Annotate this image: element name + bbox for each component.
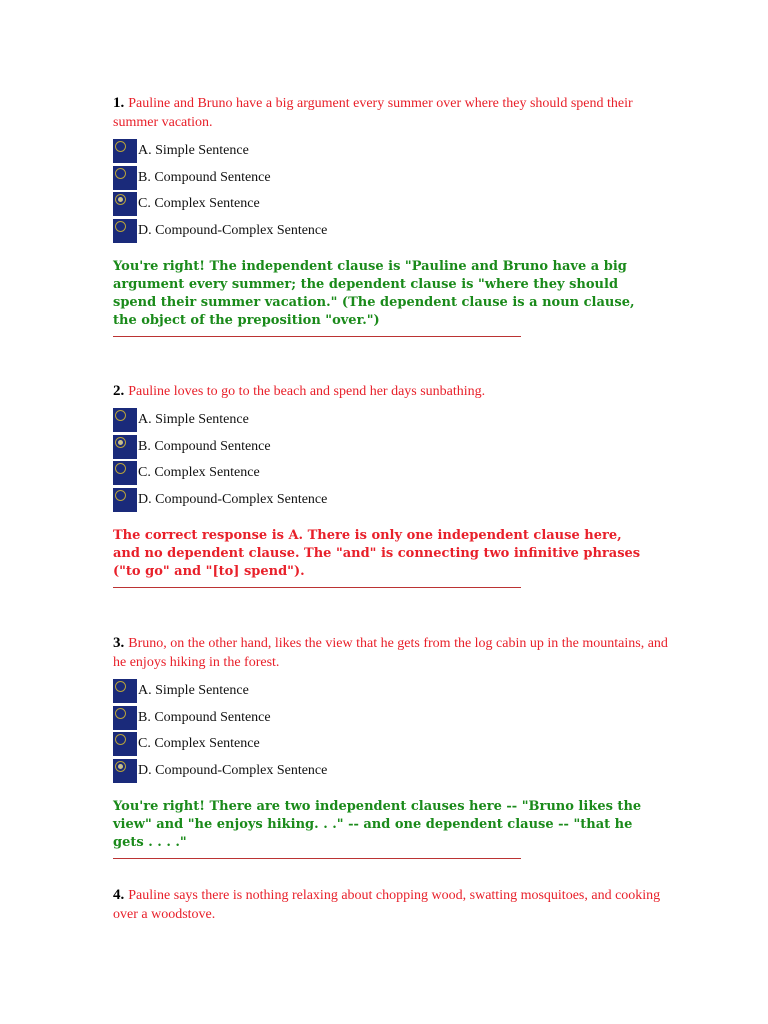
radio-button[interactable] bbox=[113, 461, 137, 485]
question-prompt: Pauline says there is nothing relaxing about chopping wood, swatting mosquitoes, and cooking over a woodstove. bbox=[113, 888, 661, 922]
question-1-text bbox=[113, 94, 673, 132]
question-2 bbox=[113, 382, 673, 588]
radio-button[interactable] bbox=[113, 408, 137, 432]
option-b[interactable] bbox=[113, 434, 673, 461]
radio-button[interactable] bbox=[113, 706, 137, 730]
radio-button-selected[interactable] bbox=[113, 435, 137, 459]
divider bbox=[113, 587, 521, 588]
option-label: B. Compound Sentence bbox=[138, 438, 271, 454]
question-number: 2. bbox=[113, 383, 125, 399]
question-1 bbox=[113, 94, 673, 337]
question-4 bbox=[113, 886, 673, 924]
feedback-correct: You're right! There are two independent clauses here -- "Bruno likes the view" and "he enjoys hiking. . ." -- and one dependent clause -- "that he gets . . . ." bbox=[113, 799, 642, 850]
question-number: 1. bbox=[113, 95, 125, 111]
option-label: D. Compound-Complex Sentence bbox=[138, 222, 328, 238]
radio-button[interactable] bbox=[113, 732, 137, 756]
question-number: 4. bbox=[113, 887, 125, 903]
option-label: B. Compound Sentence bbox=[138, 709, 271, 725]
radio-button[interactable] bbox=[113, 679, 137, 703]
radio-button[interactable] bbox=[113, 139, 137, 163]
option-b[interactable] bbox=[113, 705, 673, 732]
option-label: D. Compound-Complex Sentence bbox=[138, 491, 328, 507]
divider bbox=[113, 858, 521, 859]
answer-options bbox=[113, 138, 673, 244]
answer-options bbox=[113, 678, 673, 784]
option-d[interactable] bbox=[113, 758, 673, 785]
question-2-text bbox=[113, 382, 673, 401]
feedback-incorrect: The correct response is A. There is only one independent clause here, and no dependent clause. The "and" is connecting two infinitive phrases ("to go" and "[to] spend"). bbox=[113, 528, 641, 579]
radio-button-selected[interactable] bbox=[113, 759, 137, 783]
question-prompt: Pauline and Bruno have a big argument every summer over where they should spend their summer vacation. bbox=[113, 96, 633, 130]
option-c[interactable] bbox=[113, 191, 673, 218]
question-prompt: Bruno, on the other hand, likes the view that he gets from the log cabin up in the mountains, and he enjoys hiking in the forest. bbox=[113, 636, 668, 670]
option-d[interactable] bbox=[113, 218, 673, 245]
radio-button[interactable] bbox=[113, 219, 137, 243]
question-number: 3. bbox=[113, 635, 125, 651]
option-label: C. Complex Sentence bbox=[138, 196, 260, 212]
option-c[interactable] bbox=[113, 731, 673, 758]
divider bbox=[113, 336, 521, 337]
option-label: A. Simple Sentence bbox=[138, 412, 249, 428]
option-label: A. Simple Sentence bbox=[138, 683, 249, 699]
question-3-text bbox=[113, 634, 673, 672]
option-c[interactable] bbox=[113, 460, 673, 487]
feedback-correct: You're right! The independent clause is "Pauline and Bruno have a big argument every summer; the dependent clause is "where they should spend their summer vacation." (The dependent clause is a noun clause, the object of the preposition "over.") bbox=[113, 259, 635, 328]
option-b[interactable] bbox=[113, 165, 673, 192]
option-label: C. Complex Sentence bbox=[138, 736, 260, 752]
option-d[interactable] bbox=[113, 487, 673, 514]
option-label: D. Compound-Complex Sentence bbox=[138, 762, 328, 778]
option-label: B. Compound Sentence bbox=[138, 169, 271, 185]
question-prompt: Pauline loves to go to the beach and spend her days sunbathing. bbox=[128, 384, 486, 399]
answer-options bbox=[113, 407, 673, 513]
question-4-text bbox=[113, 886, 673, 924]
radio-button[interactable] bbox=[113, 488, 137, 512]
option-label: C. Complex Sentence bbox=[138, 465, 260, 481]
radio-button[interactable] bbox=[113, 166, 137, 190]
radio-button-selected[interactable] bbox=[113, 192, 137, 216]
option-label: A. Simple Sentence bbox=[138, 143, 249, 159]
option-a[interactable] bbox=[113, 138, 673, 165]
question-3 bbox=[113, 634, 673, 859]
option-a[interactable] bbox=[113, 407, 673, 434]
option-a[interactable] bbox=[113, 678, 673, 705]
